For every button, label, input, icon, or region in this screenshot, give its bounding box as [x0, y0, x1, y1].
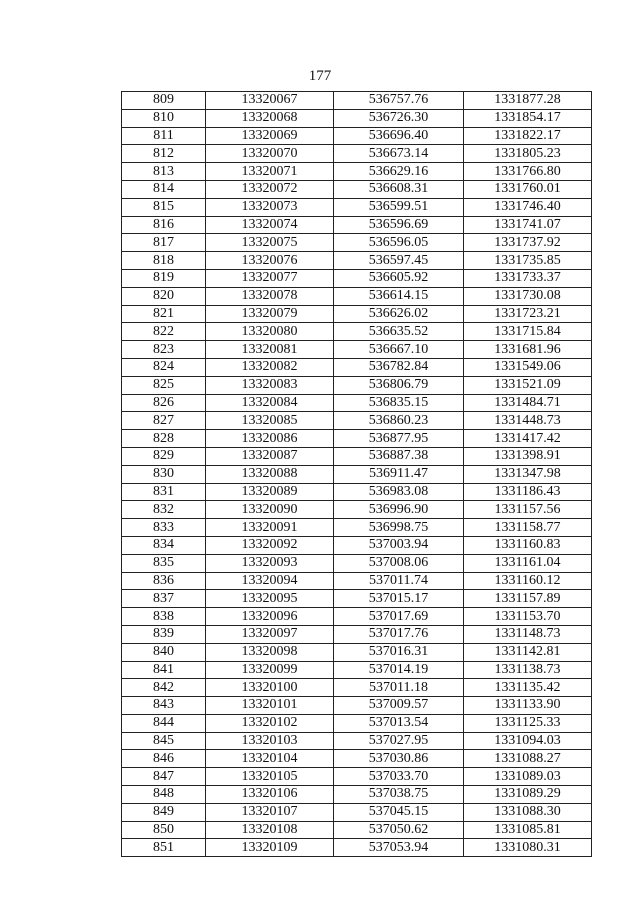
point-number-cell: 836 [122, 572, 206, 590]
table-row [122, 608, 592, 626]
y-coordinate-cell: 1331089.29 [464, 786, 592, 804]
x-coordinate-cell: 536597.45 [334, 252, 464, 270]
y-coordinate-cell: 1331133.90 [464, 697, 592, 715]
table-row [122, 198, 592, 216]
table-row [122, 341, 592, 359]
x-coordinate-cell: 536596.69 [334, 216, 464, 234]
point-id-cell: 13320095 [206, 590, 334, 608]
point-id-cell: 13320072 [206, 180, 334, 198]
table-row [122, 252, 592, 270]
table-row [122, 376, 592, 394]
table-row [122, 590, 592, 608]
point-id-cell: 13320107 [206, 803, 334, 821]
point-number-cell: 813 [122, 163, 206, 181]
table-row [122, 109, 592, 127]
x-coordinate-cell: 537011.74 [334, 572, 464, 590]
point-id-cell: 13320093 [206, 554, 334, 572]
point-number-cell: 818 [122, 252, 206, 270]
point-id-cell: 13320105 [206, 768, 334, 786]
x-coordinate-cell: 537053.94 [334, 839, 464, 857]
x-coordinate-cell: 537017.69 [334, 608, 464, 626]
y-coordinate-cell: 1331080.31 [464, 839, 592, 857]
point-number-cell: 830 [122, 465, 206, 483]
point-id-cell: 13320073 [206, 198, 334, 216]
point-number-cell: 848 [122, 786, 206, 804]
x-coordinate-cell: 536629.16 [334, 163, 464, 181]
point-id-cell: 13320089 [206, 483, 334, 501]
y-coordinate-cell: 1331741.07 [464, 216, 592, 234]
x-coordinate-cell: 537013.54 [334, 714, 464, 732]
y-coordinate-cell: 1331766.80 [464, 163, 592, 181]
table-row [122, 750, 592, 768]
y-coordinate-cell: 1331681.96 [464, 341, 592, 359]
table-row [122, 412, 592, 430]
y-coordinate-cell: 1331153.70 [464, 608, 592, 626]
y-coordinate-cell: 1331158.77 [464, 519, 592, 537]
point-number-cell: 843 [122, 697, 206, 715]
point-id-cell: 13320094 [206, 572, 334, 590]
point-number-cell: 837 [122, 590, 206, 608]
y-coordinate-cell: 1331161.04 [464, 554, 592, 572]
table-row [122, 714, 592, 732]
point-number-cell: 825 [122, 376, 206, 394]
table-row [122, 697, 592, 715]
x-coordinate-cell: 537027.95 [334, 732, 464, 750]
y-coordinate-cell: 1331760.01 [464, 180, 592, 198]
point-id-cell: 13320078 [206, 287, 334, 305]
table-row [122, 821, 592, 839]
x-coordinate-cell: 536911.47 [334, 465, 464, 483]
x-coordinate-cell: 536667.10 [334, 341, 464, 359]
point-number-cell: 847 [122, 768, 206, 786]
point-number-cell: 827 [122, 412, 206, 430]
point-id-cell: 13320091 [206, 519, 334, 537]
x-coordinate-cell: 537011.18 [334, 679, 464, 697]
y-coordinate-cell: 1331730.08 [464, 287, 592, 305]
point-id-cell: 13320108 [206, 821, 334, 839]
table-row [122, 305, 592, 323]
point-number-cell: 809 [122, 92, 206, 110]
point-number-cell: 834 [122, 536, 206, 554]
point-id-cell: 13320100 [206, 679, 334, 697]
x-coordinate-cell: 537017.76 [334, 625, 464, 643]
point-number-cell: 850 [122, 821, 206, 839]
point-number-cell: 821 [122, 305, 206, 323]
y-coordinate-cell: 1331448.73 [464, 412, 592, 430]
x-coordinate-cell: 536614.15 [334, 287, 464, 305]
point-id-cell: 13320081 [206, 341, 334, 359]
table-row [122, 92, 592, 110]
table-row [122, 483, 592, 501]
table-row [122, 447, 592, 465]
x-coordinate-cell: 537045.15 [334, 803, 464, 821]
table-row [122, 625, 592, 643]
x-coordinate-cell: 536757.76 [334, 92, 464, 110]
x-coordinate-cell: 536726.30 [334, 109, 464, 127]
x-coordinate-cell: 536996.90 [334, 501, 464, 519]
y-coordinate-cell: 1331157.56 [464, 501, 592, 519]
x-coordinate-cell: 537050.62 [334, 821, 464, 839]
x-coordinate-cell: 536998.75 [334, 519, 464, 537]
x-coordinate-cell: 537009.57 [334, 697, 464, 715]
y-coordinate-cell: 1331142.81 [464, 643, 592, 661]
point-id-cell: 13320090 [206, 501, 334, 519]
y-coordinate-cell: 1331733.37 [464, 269, 592, 287]
point-id-cell: 13320097 [206, 625, 334, 643]
point-number-cell: 815 [122, 198, 206, 216]
x-coordinate-cell: 536887.38 [334, 447, 464, 465]
table-row [122, 661, 592, 679]
point-number-cell: 814 [122, 180, 206, 198]
point-id-cell: 13320069 [206, 127, 334, 145]
x-coordinate-cell: 536696.40 [334, 127, 464, 145]
point-id-cell: 13320104 [206, 750, 334, 768]
table-row [122, 234, 592, 252]
point-number-cell: 822 [122, 323, 206, 341]
x-coordinate-cell: 536605.92 [334, 269, 464, 287]
x-coordinate-cell: 537014.19 [334, 661, 464, 679]
point-number-cell: 832 [122, 501, 206, 519]
point-id-cell: 13320098 [206, 643, 334, 661]
point-number-cell: 829 [122, 447, 206, 465]
x-coordinate-cell: 536782.84 [334, 358, 464, 376]
x-coordinate-cell: 537033.70 [334, 768, 464, 786]
point-id-cell: 13320068 [206, 109, 334, 127]
table-row [122, 145, 592, 163]
point-number-cell: 846 [122, 750, 206, 768]
point-id-cell: 13320106 [206, 786, 334, 804]
y-coordinate-cell: 1331521.09 [464, 376, 592, 394]
point-id-cell: 13320075 [206, 234, 334, 252]
point-id-cell: 13320077 [206, 269, 334, 287]
table-row [122, 358, 592, 376]
point-id-cell: 13320088 [206, 465, 334, 483]
point-number-cell: 840 [122, 643, 206, 661]
x-coordinate-cell: 536596.05 [334, 234, 464, 252]
x-coordinate-cell: 536860.23 [334, 412, 464, 430]
table-row [122, 269, 592, 287]
point-number-cell: 844 [122, 714, 206, 732]
point-number-cell: 839 [122, 625, 206, 643]
point-id-cell: 13320096 [206, 608, 334, 626]
y-coordinate-cell: 1331715.84 [464, 323, 592, 341]
x-coordinate-cell: 537008.06 [334, 554, 464, 572]
table-row [122, 803, 592, 821]
x-coordinate-cell: 536673.14 [334, 145, 464, 163]
table-row [122, 163, 592, 181]
point-number-cell: 841 [122, 661, 206, 679]
point-id-cell: 13320070 [206, 145, 334, 163]
table-row [122, 554, 592, 572]
y-coordinate-cell: 1331135.42 [464, 679, 592, 697]
x-coordinate-cell: 537016.31 [334, 643, 464, 661]
x-coordinate-cell: 536806.79 [334, 376, 464, 394]
y-coordinate-cell: 1331854.17 [464, 109, 592, 127]
table-row [122, 180, 592, 198]
point-number-cell: 812 [122, 145, 206, 163]
table-row [122, 519, 592, 537]
point-number-cell: 833 [122, 519, 206, 537]
y-coordinate-cell: 1331148.73 [464, 625, 592, 643]
point-id-cell: 13320086 [206, 430, 334, 448]
point-number-cell: 824 [122, 358, 206, 376]
table-row [122, 216, 592, 234]
point-id-cell: 13320071 [206, 163, 334, 181]
point-id-cell: 13320103 [206, 732, 334, 750]
x-coordinate-cell: 536635.52 [334, 323, 464, 341]
point-number-cell: 810 [122, 109, 206, 127]
y-coordinate-cell: 1331417.42 [464, 430, 592, 448]
point-id-cell: 13320079 [206, 305, 334, 323]
table-row [122, 501, 592, 519]
y-coordinate-cell: 1331805.23 [464, 145, 592, 163]
table-row [122, 287, 592, 305]
point-number-cell: 831 [122, 483, 206, 501]
x-coordinate-cell: 536626.02 [334, 305, 464, 323]
table-row [122, 465, 592, 483]
y-coordinate-cell: 1331089.03 [464, 768, 592, 786]
y-coordinate-cell: 1331088.30 [464, 803, 592, 821]
point-id-cell: 13320101 [206, 697, 334, 715]
point-id-cell: 13320083 [206, 376, 334, 394]
y-coordinate-cell: 1331094.03 [464, 732, 592, 750]
table-row [122, 786, 592, 804]
point-number-cell: 811 [122, 127, 206, 145]
point-id-cell: 13320087 [206, 447, 334, 465]
point-number-cell: 819 [122, 269, 206, 287]
table-row [122, 643, 592, 661]
y-coordinate-cell: 1331735.85 [464, 252, 592, 270]
y-coordinate-cell: 1331398.91 [464, 447, 592, 465]
point-id-cell: 13320084 [206, 394, 334, 412]
y-coordinate-cell: 1331186.43 [464, 483, 592, 501]
y-coordinate-cell: 1331723.21 [464, 305, 592, 323]
y-coordinate-cell: 1331549.06 [464, 358, 592, 376]
y-coordinate-cell: 1331822.17 [464, 127, 592, 145]
point-number-cell: 820 [122, 287, 206, 305]
table-row [122, 323, 592, 341]
point-id-cell: 13320082 [206, 358, 334, 376]
point-id-cell: 13320080 [206, 323, 334, 341]
point-number-cell: 838 [122, 608, 206, 626]
y-coordinate-cell: 1331737.92 [464, 234, 592, 252]
table-row [122, 679, 592, 697]
point-id-cell: 13320102 [206, 714, 334, 732]
point-number-cell: 826 [122, 394, 206, 412]
point-number-cell: 835 [122, 554, 206, 572]
table-row [122, 536, 592, 554]
point-id-cell: 13320109 [206, 839, 334, 857]
y-coordinate-cell: 1331088.27 [464, 750, 592, 768]
table-row [122, 768, 592, 786]
point-id-cell: 13320092 [206, 536, 334, 554]
y-coordinate-cell: 1331746.40 [464, 198, 592, 216]
y-coordinate-cell: 1331160.83 [464, 536, 592, 554]
table-row [122, 394, 592, 412]
point-id-cell: 13320085 [206, 412, 334, 430]
y-coordinate-cell: 1331125.33 [464, 714, 592, 732]
coordinates-table [121, 91, 592, 857]
x-coordinate-cell: 536835.15 [334, 394, 464, 412]
point-number-cell: 851 [122, 839, 206, 857]
x-coordinate-cell: 536599.51 [334, 198, 464, 216]
x-coordinate-cell: 537003.94 [334, 536, 464, 554]
table-body [122, 92, 592, 857]
point-number-cell: 823 [122, 341, 206, 359]
point-number-cell: 845 [122, 732, 206, 750]
table-row [122, 839, 592, 857]
page-number: 177 [308, 68, 332, 84]
point-id-cell: 13320074 [206, 216, 334, 234]
y-coordinate-cell: 1331160.12 [464, 572, 592, 590]
y-coordinate-cell: 1331085.81 [464, 821, 592, 839]
x-coordinate-cell: 537030.86 [334, 750, 464, 768]
x-coordinate-cell: 537015.17 [334, 590, 464, 608]
table-row [122, 572, 592, 590]
point-number-cell: 842 [122, 679, 206, 697]
y-coordinate-cell: 1331138.73 [464, 661, 592, 679]
x-coordinate-cell: 537038.75 [334, 786, 464, 804]
point-id-cell: 13320076 [206, 252, 334, 270]
table-row [122, 127, 592, 145]
x-coordinate-cell: 536983.08 [334, 483, 464, 501]
y-coordinate-cell: 1331484.71 [464, 394, 592, 412]
table-row [122, 732, 592, 750]
point-number-cell: 828 [122, 430, 206, 448]
x-coordinate-cell: 536608.31 [334, 180, 464, 198]
point-id-cell: 13320067 [206, 92, 334, 110]
y-coordinate-cell: 1331347.98 [464, 465, 592, 483]
point-number-cell: 816 [122, 216, 206, 234]
point-number-cell: 849 [122, 803, 206, 821]
y-coordinate-cell: 1331877.28 [464, 92, 592, 110]
table-row [122, 430, 592, 448]
point-id-cell: 13320099 [206, 661, 334, 679]
x-coordinate-cell: 536877.95 [334, 430, 464, 448]
y-coordinate-cell: 1331157.89 [464, 590, 592, 608]
point-number-cell: 817 [122, 234, 206, 252]
